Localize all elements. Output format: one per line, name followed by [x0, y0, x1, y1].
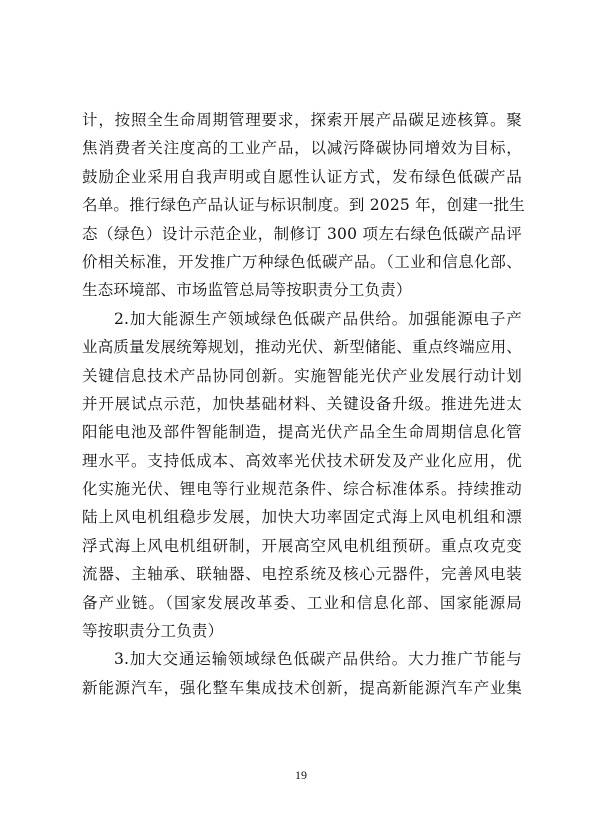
text-line: 业高质量发展统筹规划，推动光伏、新型储能、重点终端应用、 [82, 338, 522, 357]
body-text [82, 106, 526, 702]
text-line: 新能源汽车，强化整车集成技术创新，提高新能源汽车产业集 [82, 678, 522, 697]
page-number: 19 [295, 768, 307, 782]
text-line: 陆上风电机组稳步发展，加快大功率固定式海上风电机组和漂 [82, 508, 522, 527]
text-line: 鼓励企业采用自我声明或自愿性认证方式，发布绿色低碳产品 [82, 167, 522, 186]
paragraph-3 [82, 645, 522, 702]
text-line: 名单。推行绿色产品认证与标识制度。到 2025 年，创建一批生 [82, 196, 526, 215]
text-line: 2.加大能源生产领域绿色低碳产品供给。加强能源电子产 [114, 309, 522, 328]
text-line: 关键信息技术产品协同创新。实施智能光伏产业发展行动计划 [82, 366, 522, 385]
text-line: 阳能电池及部件智能制造，提高光伏产品全生命周期信息化管 [82, 423, 522, 442]
text-line: 生态环境部、市场监管总局等按职责分工负责） [82, 281, 412, 300]
text-line: 态（绿色）设计示范企业，制修订 300 项左右绿色低碳产品评 [82, 224, 522, 243]
text-line: 流器、主轴承、联轴器、电控系统及核心元器件，完善风电装 [82, 565, 522, 584]
text-line: 化实施光伏、锂电等行业规范条件、综合标准体系。持续推动 [82, 480, 522, 499]
text-line: 价相关标准，开发推广万种绿色低碳产品。（工业和信息化部、 [82, 252, 522, 271]
text-line: 焦消费者关注度高的工业产品，以减污降碳协同增效为目标， [82, 139, 522, 158]
text-line: 并开展试点示范，加快基础材料、关键设备升级。推进先进太 [82, 394, 522, 413]
text-line: 备产业链。（国家发展改革委、工业和信息化部、国家能源局 [82, 593, 522, 612]
text-line: 计，按照全生命周期管理要求，探索开展产品碳足迹核算。聚 [82, 111, 522, 129]
paragraph-1 [82, 106, 526, 305]
paragraph-2 [82, 305, 522, 646]
text-line: 3.加大交通运输领域绿色低碳产品供给。大力推广节能与 [114, 650, 522, 669]
text-line: 理水平。支持低成本、高效率光伏技术研发及产业化应用，优 [82, 451, 522, 470]
text-line: 浮式海上风电机组研制，开展高空风电机组预研。重点攻克变 [82, 536, 522, 555]
text-line: 等按职责分工负责） [82, 622, 224, 641]
